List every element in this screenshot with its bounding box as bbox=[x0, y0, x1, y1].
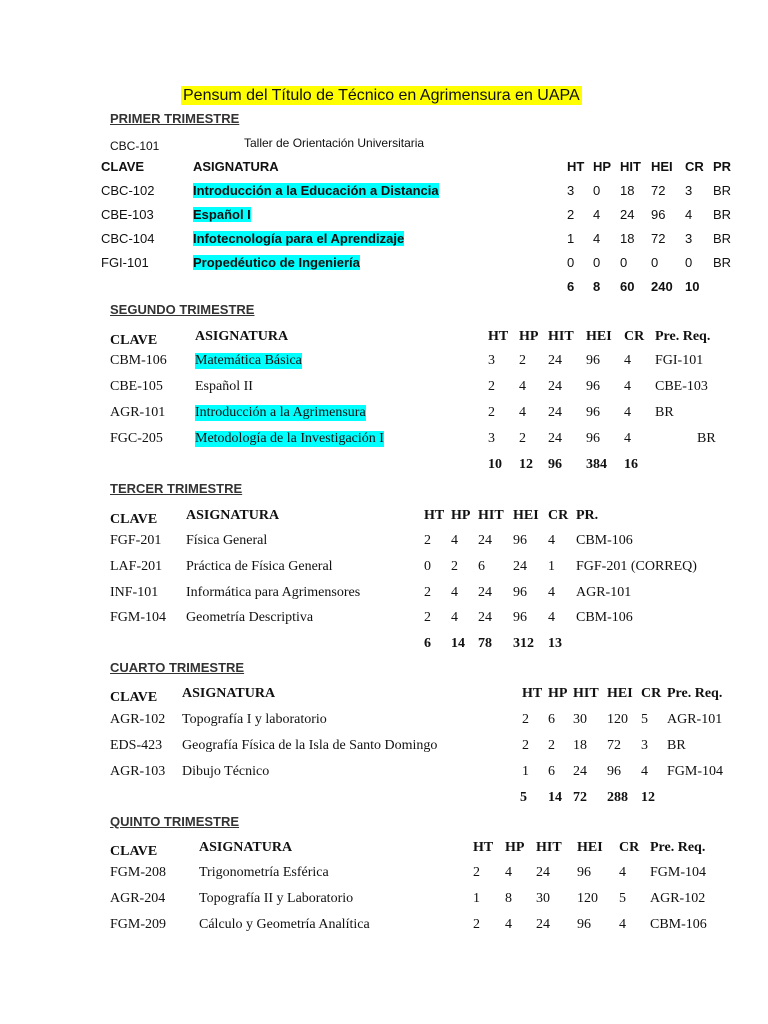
column-header-prereq: Pre. Req. bbox=[667, 686, 723, 701]
total-cr: 10 bbox=[685, 279, 700, 294]
cell-prereq: FGI-101 bbox=[655, 353, 704, 368]
cell-clave: AGR-204 bbox=[110, 891, 166, 906]
column-header-hei: HEI bbox=[651, 159, 673, 174]
cell-clave: AGR-101 bbox=[110, 405, 166, 420]
cell-cr: 3 bbox=[641, 738, 648, 753]
cell-hei: 96 bbox=[651, 207, 666, 222]
total-hei: 312 bbox=[513, 636, 534, 651]
cell-prereq: CBE-103 bbox=[655, 379, 708, 394]
section-heading-t4: CUARTO TRIMESTRE bbox=[110, 660, 245, 675]
cell-hp: 4 bbox=[505, 917, 512, 932]
column-header-hit: HIT bbox=[536, 840, 562, 855]
cell-hp: 2 bbox=[519, 353, 526, 368]
cell-hei: 72 bbox=[651, 183, 666, 198]
pre-course-name: Taller de Orientación Universitaria bbox=[244, 136, 425, 150]
cell-asignatura: Metodología de la Investigación I bbox=[195, 431, 384, 446]
total-cr: 12 bbox=[641, 790, 655, 805]
cell-clave: CBC-102 bbox=[101, 183, 155, 198]
cell-hei: 72 bbox=[607, 738, 621, 753]
cell-hit: 24 bbox=[548, 431, 562, 446]
cell-ht: 3 bbox=[488, 431, 495, 446]
column-header-hei: HEI bbox=[513, 508, 539, 523]
cell-clave: CBC-104 bbox=[101, 231, 155, 246]
total-hit: 60 bbox=[620, 279, 635, 294]
cell-ht: 2 bbox=[473, 917, 480, 932]
cell-hit: 24 bbox=[478, 533, 492, 548]
cell-ht: 2 bbox=[473, 865, 480, 880]
cell-hit: 18 bbox=[620, 183, 635, 198]
cell-ht: 1 bbox=[567, 231, 575, 246]
cell-prereq: FGF-201 (CORREQ) bbox=[576, 559, 697, 574]
cell-asignatura: Dibujo Técnico bbox=[182, 764, 270, 779]
cell-cr: 4 bbox=[624, 379, 631, 394]
column-header-hei: HEI bbox=[577, 840, 603, 855]
cell-hit: 30 bbox=[573, 712, 587, 727]
column-header-hp: HP bbox=[548, 686, 568, 701]
total-hei: 288 bbox=[607, 790, 628, 805]
section-heading-t3: TERCER TRIMESTRE bbox=[110, 481, 243, 496]
cell-prereq: FGM-104 bbox=[650, 865, 707, 880]
total-hp: 14 bbox=[548, 790, 562, 805]
cell-clave: CBM-106 bbox=[110, 353, 167, 368]
total-hp: 14 bbox=[451, 636, 465, 651]
cell-hp: 4 bbox=[505, 865, 512, 880]
cell-ht: 3 bbox=[567, 183, 575, 198]
cell-clave: CBE-103 bbox=[101, 207, 154, 222]
cell-cr: 0 bbox=[685, 255, 693, 270]
column-header-cr: CR bbox=[619, 840, 640, 855]
cell-cr: 4 bbox=[624, 353, 631, 368]
cell-hp: 6 bbox=[548, 764, 555, 779]
column-header-hit: HIT bbox=[548, 329, 574, 344]
section-heading-t1: PRIMER TRIMESTRE bbox=[110, 111, 240, 126]
column-header-asignatura: ASIGNATURA bbox=[195, 329, 289, 344]
cell-hei: 96 bbox=[577, 917, 591, 932]
cell-hp: 2 bbox=[548, 738, 555, 753]
cell-hei: 24 bbox=[513, 559, 527, 574]
cell-hp: 0 bbox=[593, 183, 601, 198]
cell-ht: 3 bbox=[488, 353, 495, 368]
cell-prereq: BR bbox=[713, 231, 732, 246]
total-hei: 384 bbox=[586, 457, 607, 472]
cell-hp: 4 bbox=[451, 610, 458, 625]
column-header-ht: HT bbox=[567, 159, 585, 174]
cell-hei: 120 bbox=[607, 712, 628, 727]
pre-course-code: CBC-101 bbox=[110, 139, 160, 153]
cell-cr: 1 bbox=[548, 559, 555, 574]
cell-ht: 1 bbox=[522, 764, 529, 779]
cell-cr: 4 bbox=[548, 585, 555, 600]
cell-ht: 2 bbox=[488, 379, 495, 394]
total-cr: 13 bbox=[548, 636, 562, 651]
cell-prereq: BR bbox=[713, 255, 732, 270]
cell-hei: 96 bbox=[513, 610, 527, 625]
cell-asignatura: Topografía II y Laboratorio bbox=[199, 891, 354, 906]
cell-asignatura: Español II bbox=[195, 379, 253, 394]
cell-hp: 4 bbox=[451, 533, 458, 548]
cell-prereq: AGR-101 bbox=[576, 585, 632, 600]
cell-asignatura: Infotecnología para el Aprendizaje bbox=[193, 231, 405, 246]
column-header-prereq: Pre. Req. bbox=[650, 840, 706, 855]
column-header-hit: HIT bbox=[573, 686, 599, 701]
cell-hp: 4 bbox=[451, 585, 458, 600]
cell-hit: 0 bbox=[620, 255, 628, 270]
cell-hei: 96 bbox=[586, 379, 600, 394]
cell-hit: 24 bbox=[548, 379, 562, 394]
total-hei: 240 bbox=[651, 279, 673, 294]
cell-hit: 24 bbox=[478, 585, 492, 600]
cell-hit: 18 bbox=[620, 231, 635, 246]
cell-clave: FGI-101 bbox=[101, 255, 149, 270]
column-header-clave: CLAVE bbox=[110, 844, 158, 859]
column-header-prereq: PR bbox=[713, 159, 732, 174]
cell-hp: 8 bbox=[505, 891, 512, 906]
cell-asignatura: Geometría Descriptiva bbox=[186, 610, 314, 625]
column-header-hp: HP bbox=[593, 159, 612, 174]
cell-cr: 4 bbox=[641, 764, 648, 779]
cell-clave: FGC-205 bbox=[110, 431, 163, 446]
cell-ht: 2 bbox=[522, 712, 529, 727]
cell-hei: 72 bbox=[651, 231, 666, 246]
cell-clave: FGM-209 bbox=[110, 917, 167, 932]
cell-prereq: CBM-106 bbox=[576, 610, 633, 625]
cell-asignatura: Geografía Física de la Isla de Santo Domingo bbox=[182, 738, 438, 753]
total-ht: 6 bbox=[424, 636, 431, 651]
cell-asignatura: Práctica de Física General bbox=[186, 559, 333, 574]
cell-hei: 96 bbox=[513, 533, 527, 548]
total-ht: 6 bbox=[567, 279, 575, 294]
cell-hit: 24 bbox=[536, 917, 550, 932]
cell-ht: 2 bbox=[424, 533, 431, 548]
section-heading-t5: QUINTO TRIMESTRE bbox=[110, 814, 240, 829]
column-header-ht: HT bbox=[424, 508, 445, 523]
total-hit: 96 bbox=[548, 457, 562, 472]
column-header-cr: CR bbox=[548, 508, 569, 523]
cell-hp: 2 bbox=[519, 431, 526, 446]
cell-cr: 4 bbox=[619, 865, 626, 880]
cell-hei: 0 bbox=[651, 255, 659, 270]
cell-prereq: CBM-106 bbox=[576, 533, 633, 548]
cell-asignatura: Física General bbox=[186, 533, 268, 548]
cell-cr: 4 bbox=[548, 533, 555, 548]
cell-hit: 30 bbox=[536, 891, 550, 906]
column-header-prereq: PR. bbox=[576, 508, 599, 523]
column-header-prereq: Pre. Req. bbox=[655, 329, 711, 344]
cell-clave: INF-101 bbox=[110, 585, 159, 600]
cell-ht: 2 bbox=[522, 738, 529, 753]
column-header-asignatura: ASIGNATURA bbox=[193, 159, 279, 174]
cell-hp: 4 bbox=[519, 405, 526, 420]
cell-hei: 96 bbox=[586, 353, 600, 368]
cell-hei: 96 bbox=[607, 764, 621, 779]
cell-ht: 0 bbox=[567, 255, 575, 270]
cell-prereq: FGM-104 bbox=[667, 764, 724, 779]
column-header-clave: CLAVE bbox=[110, 333, 158, 348]
cell-cr: 4 bbox=[619, 917, 626, 932]
total-cr: 16 bbox=[624, 457, 638, 472]
cell-hp: 6 bbox=[548, 712, 555, 727]
cell-hei: 96 bbox=[586, 405, 600, 420]
column-header-ht: HT bbox=[473, 840, 494, 855]
cell-hit: 24 bbox=[536, 865, 550, 880]
cell-hit: 24 bbox=[620, 207, 635, 222]
cell-cr: 5 bbox=[619, 891, 626, 906]
cell-asignatura: Informática para Agrimensores bbox=[186, 585, 361, 600]
cell-cr: 4 bbox=[685, 207, 693, 222]
column-header-asignatura: ASIGNATURA bbox=[186, 508, 280, 523]
cell-hp: 0 bbox=[593, 255, 601, 270]
column-header-ht: HT bbox=[488, 329, 509, 344]
column-header-hei: HEI bbox=[586, 329, 612, 344]
cell-clave: AGR-102 bbox=[110, 712, 166, 727]
cell-prereq: AGR-101 bbox=[667, 712, 723, 727]
column-header-hp: HP bbox=[519, 329, 539, 344]
cell-ht: 2 bbox=[424, 585, 431, 600]
cell-ht: 2 bbox=[567, 207, 575, 222]
cell-asignatura: Cálculo y Geometría Analítica bbox=[199, 917, 370, 932]
cell-clave: FGM-104 bbox=[110, 610, 167, 625]
cell-cr: 4 bbox=[548, 610, 555, 625]
column-header-cr: CR bbox=[685, 159, 704, 174]
cell-hei: 96 bbox=[513, 585, 527, 600]
section-heading-t2: SEGUNDO TRIMESTRE bbox=[110, 302, 255, 317]
cell-asignatura: Matemática Básica bbox=[195, 353, 302, 368]
cell-hei: 96 bbox=[577, 865, 591, 880]
cell-cr: 4 bbox=[624, 405, 631, 420]
column-header-hit: HIT bbox=[620, 159, 641, 174]
cell-prereq: BR bbox=[713, 183, 732, 198]
total-hp: 12 bbox=[519, 457, 533, 472]
column-header-hp: HP bbox=[451, 508, 471, 523]
cell-hei: 96 bbox=[586, 431, 600, 446]
column-header-clave: CLAVE bbox=[110, 690, 158, 705]
cell-prereq: CBM-106 bbox=[650, 917, 707, 932]
cell-asignatura: Introducción a la Educación a Distancia bbox=[193, 183, 439, 198]
cell-hit: 24 bbox=[548, 353, 562, 368]
cell-clave: FGF-201 bbox=[110, 533, 162, 548]
cell-ht: 2 bbox=[488, 405, 495, 420]
cell-asignatura: Introducción a la Agrimensura bbox=[195, 405, 366, 420]
column-header-hit: HIT bbox=[478, 508, 504, 523]
column-header-ht: HT bbox=[522, 686, 543, 701]
column-header-cr: CR bbox=[624, 329, 645, 344]
cell-prereq: BR bbox=[667, 738, 686, 753]
column-header-hei: HEI bbox=[607, 686, 633, 701]
cell-ht: 2 bbox=[424, 610, 431, 625]
column-header-hp: HP bbox=[505, 840, 525, 855]
total-ht: 5 bbox=[520, 790, 527, 805]
cell-clave: CBE-105 bbox=[110, 379, 163, 394]
cell-cr: 3 bbox=[685, 183, 693, 198]
cell-hit: 24 bbox=[478, 610, 492, 625]
page-title: Pensum del Título de Técnico en Agrimensura en UAPA bbox=[183, 87, 580, 104]
cell-hp: 2 bbox=[451, 559, 458, 574]
cell-hei: 120 bbox=[577, 891, 598, 906]
cell-asignatura: Trigonometría Esférica bbox=[199, 865, 329, 880]
cell-prereq: BR bbox=[697, 431, 716, 446]
cell-cr: 5 bbox=[641, 712, 648, 727]
cell-clave: AGR-103 bbox=[110, 764, 166, 779]
cell-hit: 18 bbox=[573, 738, 587, 753]
cell-asignatura: Español I bbox=[193, 207, 251, 222]
cell-prereq: BR bbox=[655, 405, 674, 420]
cell-clave: EDS-423 bbox=[110, 738, 163, 753]
column-header-cr: CR bbox=[641, 686, 662, 701]
cell-cr: 3 bbox=[685, 231, 693, 246]
cell-prereq: BR bbox=[713, 207, 732, 222]
cell-clave: LAF-201 bbox=[110, 559, 163, 574]
cell-hit: 24 bbox=[548, 405, 562, 420]
cell-hp: 4 bbox=[519, 379, 526, 394]
cell-asignatura: Topografía I y laboratorio bbox=[182, 712, 327, 727]
column-header-clave: CLAVE bbox=[101, 159, 145, 174]
column-header-clave: CLAVE bbox=[110, 512, 158, 527]
column-header-asignatura: ASIGNATURA bbox=[182, 686, 276, 701]
cell-hp: 4 bbox=[593, 207, 601, 222]
cell-hp: 4 bbox=[593, 231, 601, 246]
total-ht: 10 bbox=[488, 457, 502, 472]
cell-clave: FGM-208 bbox=[110, 865, 167, 880]
cell-hit: 24 bbox=[573, 764, 587, 779]
cell-asignatura: Propedéutico de Ingeniería bbox=[193, 255, 360, 270]
cell-ht: 1 bbox=[473, 891, 480, 906]
total-hit: 78 bbox=[478, 636, 492, 651]
column-header-asignatura: ASIGNATURA bbox=[199, 840, 293, 855]
cell-prereq: AGR-102 bbox=[650, 891, 706, 906]
total-hit: 72 bbox=[573, 790, 587, 805]
cell-cr: 4 bbox=[624, 431, 631, 446]
total-hp: 8 bbox=[593, 279, 601, 294]
cell-ht: 0 bbox=[424, 559, 431, 574]
cell-hit: 6 bbox=[478, 559, 485, 574]
